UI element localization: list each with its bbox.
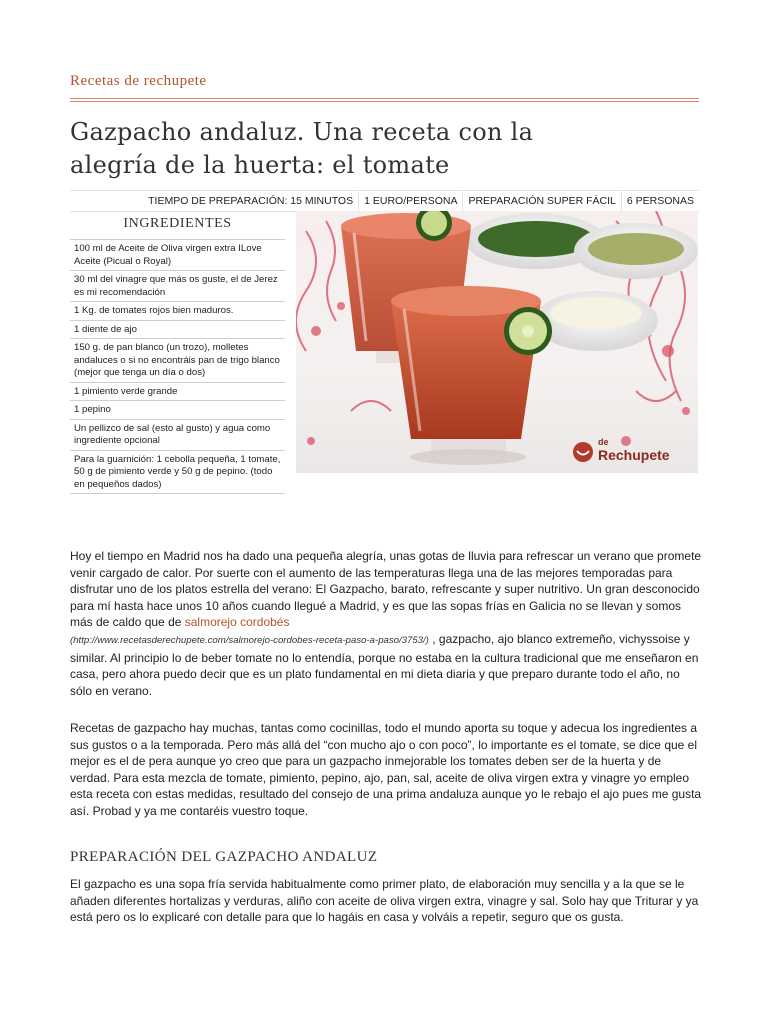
header-divider-secondary (70, 101, 699, 102)
preparation-paragraph: El gazpacho es una sopa fría servida habitualmente como primer plato, de elaboración muy sencilla y a la que se le añaden diferentes hortalizas y verduras, aliño con aceite de oliva virgen extra, vinagre y sal. Solo hay que Triturar y ya está pero os lo explicaré con detalle para que lo hagáis en casa y volváis a repetir, seguro que os gusta. (70, 877, 699, 925)
ingredient-item: 1 Kg. de tomates rojos bien maduros. (70, 302, 285, 321)
salmorejo-url[interactable]: (http://www.recetasderechupete.com/salmorejo-cordobes-receta-paso-a-paso/3753/) (70, 634, 429, 646)
cucumber-slice-icon (504, 307, 552, 355)
header-divider (70, 98, 699, 99)
ingredient-item: 30 ml del vinagre que más os guste, el de Jerez es mi recomendación (70, 271, 285, 302)
article-title (70, 116, 670, 182)
recipes-paragraph: Recetas de gazpacho hay muchas, tantas como cocinillas, todo el mundo aporta su toque y adecua los ingredientes a sus gustos o a la temporada. Pero más allá del “con mucho ajo o con poco”, lo importante es el tomate, se dice que el mejor es el de pera aunque yo creo que para un gazpacho inmejorable los tomates deben ser de la huerta y de verdad. Para esta mezcla de tomate, pimiento, pepino, ajo, pan, sal, aceite de oliva virgen extra y vinagre yo empleo esta receta con estas medidas, resultado del consejo de una prima andaluza aunque yo le rebajo el ajo pues me gusta así. Probad y ya me contaréis vuestro toque. (70, 721, 702, 818)
intro-text-end: , gazpacho, ajo blanco extremeño, vichyssoise y similar. Al principio lo de beber tomate no lo entendía, porque no estaba en la cultura tradicional que me enseñaron en casa, pero ahora puedo decir que es un plato fundamental en mi dieta diaria y que preparo durante todo el año, no sólo en verano. (70, 631, 699, 698)
intro-text-start: Hoy el tiempo en Madrid nos ha dado una pequeña alegría, unas gotas de lluvia para refrescar un verano que promete venir cargado de calor. Por suerte con el aumento de las temperaturas llega una de las mejores temporadas para disfrutar uno de los platos estrella del verano: El Gazpacho, barato, refrescante y super nutritivo. Un gran desconocido para mí hasta hace unos 10 años cuando llegué a Madrid, y es que las sopas frías en Galicia no se llevan y somos más de caldo que de (70, 549, 702, 630)
recipe-meta-bar (70, 190, 699, 212)
ingredients-title: INGREDIENTES (123, 216, 232, 231)
ingredient-item: 100 ml de Aceite de Oliva virgen extra ILove Aceite (Picual o Royal) (70, 240, 285, 271)
article-title-line1: Gazpacho andaluz. Una receta con la (70, 118, 534, 146)
logo-rechupete: Rechupete (598, 447, 670, 463)
salmorejo-link[interactable]: salmorejo cordobés (184, 615, 290, 630)
preparation-heading: PREPARACIÓN DEL GAZPACHO ANDALUZ (70, 849, 378, 865)
meta-servings: 6 PERSONAS (621, 191, 699, 211)
site-name[interactable]: Recetas de rechupete (70, 73, 207, 89)
ingredient-item: 1 diente de ajo (70, 321, 285, 340)
ingredient-item: Un pellizco de sal (esto al gusto) y agua como ingrediente opcional (70, 420, 285, 451)
ingredient-item: 150 g. de pan blanco (un trozo), molletes andaluces o si no encontráis pan de trigo blanco (mejor que tenga un día o dos) (70, 339, 285, 383)
ingredient-item: Para la guarnición: 1 cebolla pequeña, 1 tomate, 50 g de pimiento verde y 50 g de pepino. (todo en pequeños dados) (70, 451, 285, 495)
article-title-line2: alegría de la huerta: el tomate (70, 151, 450, 179)
gazpacho-photo (296, 211, 698, 473)
logo-de: de (598, 437, 609, 447)
ingredients-list (70, 239, 285, 494)
meta-prep-time: TIEMPO DE PREPARACIÓN: 15 MINUTOS (148, 195, 354, 207)
ingredient-item: 1 pimiento verde grande (70, 383, 285, 402)
intro-paragraph (70, 548, 702, 699)
ingredient-item: 1 pepino (70, 401, 285, 420)
meta-cost: 1 EURO/PERSONA (358, 191, 462, 211)
meta-difficulty: PREPARACIÓN SUPER FÁCIL (462, 191, 620, 211)
